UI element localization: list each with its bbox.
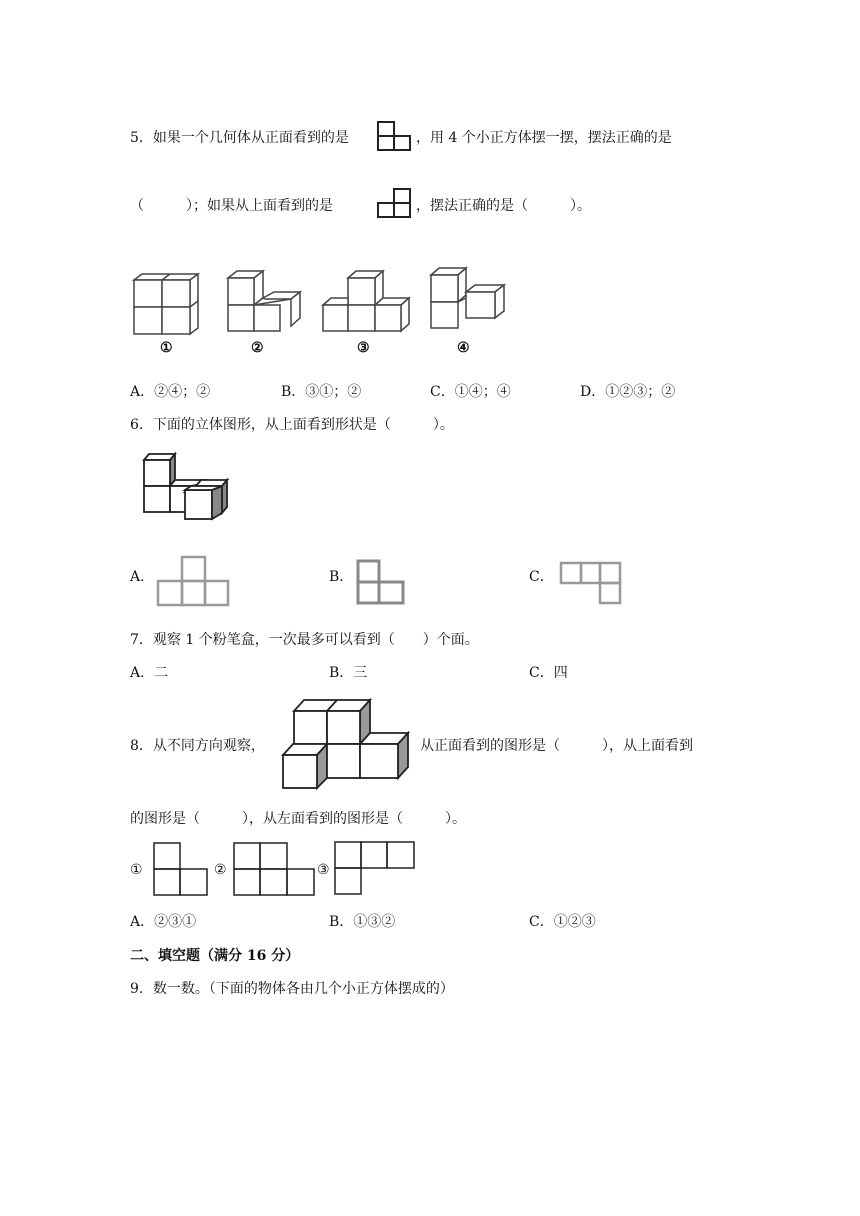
q8-figure-1-label: ① — [130, 862, 143, 878]
q6-option-b-figure[interactable] — [355, 558, 407, 606]
front-view-icon — [377, 121, 411, 151]
q6-text: 6．下面的立体图形，从上面看到形状是（ ）。 — [130, 417, 454, 433]
q6-option-a-figure[interactable] — [155, 555, 231, 607]
q5-line2-b: ，摆法正确的是（ ）。 — [416, 198, 591, 214]
q5-option-a[interactable]: A．②④；② — [130, 384, 211, 400]
q5-option-b[interactable]: B．③①；② — [281, 384, 362, 400]
q8-solid-figure — [280, 697, 412, 793]
q8-option-b[interactable]: B．①③② — [329, 914, 396, 930]
q5-line1-a: 5．如果一个几何体从正面看到的是 — [130, 130, 349, 146]
q5-line1-b: ，用 4 个小正方体摆一摆，摆法正确的是 — [416, 130, 672, 146]
section-title: 二、填空题（满分 16 分） — [130, 948, 300, 964]
q5-figure-3-label: ③ — [357, 340, 370, 356]
q8-line2: 的图形是（ ），从左面看到的图形是（ ）。 — [130, 811, 466, 827]
q5-option-c[interactable]: C．①④；④ — [430, 384, 511, 400]
q9-text: 9．数一数。（下面的物体各由几个小正方体摆成的） — [130, 981, 454, 997]
q8-option-c[interactable]: C．①②③ — [529, 914, 596, 930]
q6-option-a[interactable]: A． — [130, 569, 155, 585]
q5-figure-1-label: ① — [160, 340, 173, 356]
q8-line1-b: 从正面看到的图形是（ ），从上面看到 — [420, 738, 693, 754]
q5-figure-2 — [225, 268, 305, 338]
q6-option-c[interactable]: C． — [529, 569, 554, 585]
q8-line1-a: 8．从不同方向观察， — [130, 738, 265, 754]
q8-figure-1 — [153, 842, 209, 896]
q7-option-b[interactable]: B．三 — [329, 665, 368, 681]
q5-figure-1 — [130, 270, 205, 340]
top-view-icon — [377, 188, 411, 218]
q7-text: 7．观察 1 个粉笔盒，一次最多可以看到（ ）个面。 — [130, 632, 479, 648]
q8-figure-2 — [233, 842, 315, 896]
q6-option-b[interactable]: B． — [329, 569, 354, 585]
q5-figure-2-label: ② — [251, 340, 264, 356]
q8-figure-2-label: ② — [214, 862, 227, 878]
q5-option-d[interactable]: D．①②③；② — [580, 384, 676, 400]
q5-line2-a: （ ）；如果从上面看到的是 — [130, 198, 333, 214]
q8-option-a[interactable]: A．②③① — [130, 914, 197, 930]
q5-figure-3 — [320, 268, 412, 338]
q5-figure-4 — [428, 265, 508, 335]
q5-figure-4-label: ④ — [457, 340, 470, 356]
q7-option-a[interactable]: A．二 — [130, 665, 169, 681]
q6-solid-figure — [140, 450, 232, 522]
q8-figure-3-label: ③ — [317, 862, 330, 878]
q7-option-c[interactable]: C．四 — [529, 665, 568, 681]
q6-option-c-figure[interactable] — [558, 560, 624, 606]
q8-figure-3 — [334, 841, 416, 895]
